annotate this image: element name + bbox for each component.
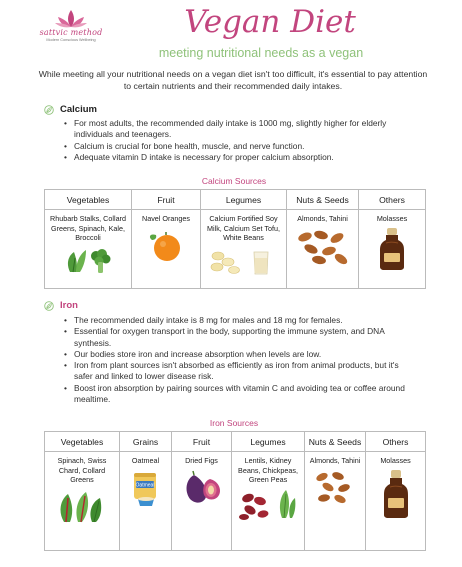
- column-header: Grains: [120, 432, 172, 452]
- table-cell: [201, 210, 287, 289]
- list-item: • The recommended daily intake is 8 mg for males and 18 mg for females.: [62, 315, 412, 326]
- list-item: • Boost iron absorption by pairing sources with vitamin C and avoiding tea or coffee around mealtime.: [62, 383, 412, 406]
- list-item: • Iron from plant sources isn't absorbed as efficiently as iron from animal products, but it's safer and linked to lower disease risk.: [62, 360, 412, 383]
- page-subtitle: meeting nutritional needs as a vegan: [158, 46, 364, 60]
- iron-sources-table: [44, 431, 426, 551]
- cell-text: Dried Figs: [185, 456, 218, 465]
- column-header: Nuts & Seeds: [287, 190, 359, 210]
- cell-text: Almonds, Tahini: [309, 456, 361, 465]
- cell-text: Molasses: [376, 214, 408, 223]
- beans-icon: [208, 246, 280, 276]
- oatmeal-icon: [128, 469, 164, 509]
- cell-text: Molasses: [380, 456, 411, 465]
- fig-icon: [180, 469, 224, 505]
- list-item: • Calcium is crucial for bone health, muscle, and nerve function.: [62, 141, 412, 152]
- table-cell: [232, 452, 305, 551]
- column-header: Vegetables: [45, 432, 120, 452]
- cell-text: Oatmeal: [131, 456, 160, 465]
- table-cell: [359, 210, 426, 289]
- iron-heading-label: Iron: [60, 300, 78, 311]
- iron-heading: [44, 300, 78, 311]
- calcium-heading: [44, 104, 97, 115]
- cell-text: Rhubarb Stalks, Collard Greens, Spinach, Kale, Broccoli: [50, 214, 126, 243]
- column-header: Nuts & Seeds: [305, 432, 366, 452]
- column-header: Legumes: [201, 190, 287, 210]
- almonds-icon: [312, 469, 358, 505]
- list-item: • Essential for oxygen transport in the body, supporting the immune system, and DNA synthesis.: [62, 326, 412, 349]
- column-header: Fruit: [172, 432, 232, 452]
- table-cell: [120, 452, 172, 551]
- table-cell: [305, 452, 366, 551]
- table-cell: [172, 452, 232, 551]
- column-header: Vegetables: [45, 190, 132, 210]
- greens-icon: [56, 488, 108, 524]
- table-header-row: [45, 432, 426, 452]
- oatmeal-box-label: Oatmeal: [135, 482, 154, 489]
- iron-bullets: [62, 315, 412, 405]
- table-cell: [132, 210, 201, 289]
- table-cell: [45, 210, 132, 289]
- table-row: [45, 210, 426, 289]
- table-header-row: [45, 190, 426, 210]
- cell-text: Spinach, Swiss Chard, Collard Greens: [57, 456, 107, 485]
- brand-name: sattvic method: [39, 28, 103, 37]
- cell-text: Calcium Fortified Soy Milk, Calcium Set Tofu, White Beans: [207, 214, 280, 243]
- list-item: • Our bodies store iron and increase absorption when levels are low.: [62, 349, 412, 360]
- leaf-bullet-icon: [44, 105, 54, 115]
- cell-text: Almonds, Tahini: [297, 214, 348, 223]
- greens-icon: [64, 246, 112, 274]
- cell-text: Lentils, Kidney Beans, Chickpeas, Green Peas: [238, 456, 298, 485]
- soy-milk-icon: [254, 252, 268, 274]
- brand-logo: [34, 8, 108, 42]
- calcium-heading-label: Calcium: [60, 104, 97, 115]
- calcium-table-title: Calcium Sources: [201, 176, 267, 186]
- list-item: • Adequate vitamin D intake is necessary for proper calcium absorption.: [62, 152, 412, 163]
- lotus-logo-icon: [54, 8, 88, 30]
- kidney-beans-icon: [238, 488, 298, 520]
- calcium-bullets: [62, 118, 412, 163]
- calcium-sources-table: [44, 189, 426, 289]
- table-row: [45, 452, 426, 551]
- cell-text: Navel Oranges: [142, 214, 190, 223]
- table-cell: [287, 210, 359, 289]
- column-header: Others: [366, 432, 426, 452]
- iron-table-title: Iron Sources: [209, 418, 259, 428]
- table-cell: [45, 452, 120, 551]
- page-title: Vegan Diet: [184, 4, 356, 40]
- table-cell: [366, 452, 426, 551]
- molasses-jar-icon: [381, 469, 411, 519]
- almonds-icon: [293, 227, 353, 267]
- molasses-jar-icon: [377, 227, 407, 271]
- column-header: Legumes: [232, 432, 305, 452]
- column-header: Fruit: [132, 190, 201, 210]
- brand-tagline: Modern Conscious Wellbeing: [46, 38, 96, 42]
- list-item: • For most adults, the recommended daily intake is 1000 mg, slightly higher for elderly individuals and teenagers.: [62, 118, 412, 141]
- orange-icon: [146, 227, 186, 263]
- column-header: Others: [359, 190, 426, 210]
- leaf-bullet-icon: [44, 301, 54, 311]
- intro-paragraph: While meeting all your nutritional needs on a vegan diet isn't too difficult, it's essential to pay attention to certain nutrients and their recommended daily intakes.: [38, 69, 428, 91]
